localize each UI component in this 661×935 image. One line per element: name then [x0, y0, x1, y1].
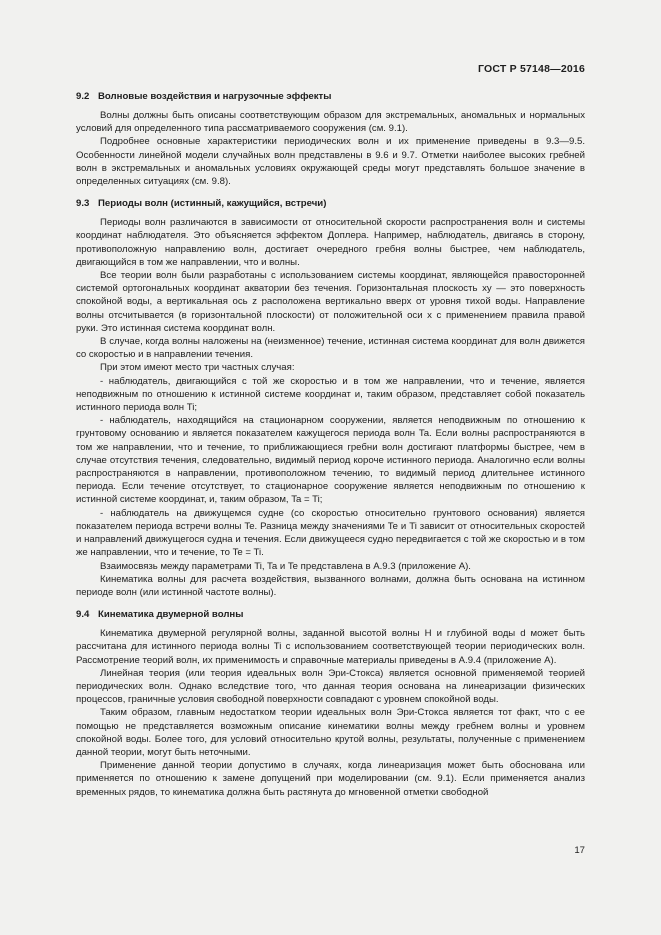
- paragraph: Все теории волн были разработаны с использованием системы координат, являющейся правосторонней системой ортогональных координат акватории без течения. Горизонтальная плоскость xy — это поверхность спокойной воды, а вертикальная ось z расположена вертикально вверх от уровня тихой воды. Направление волны отсчитывается (в горизонтальной плоскости) от положительной оси x с применением правила правой руки. Это истинная система координат волн.: [76, 270, 585, 334]
- paragraph: Кинематика волны для расчета воздействия, вызванного волнами, должна быть основана на истинном периоде волн (или истинной частоте волны).: [76, 573, 585, 598]
- list-item: - наблюдатель на движущемся судне (со скоростью относительно грунтового основания) является показателем периода встречи волны Te. Разница между значениями Te и Ti зависит от относительных скоростей и направлений движущегося судна и течения. Если движущееся судно передвигается с той же скоростью и в том же направлении, что и течение, то Te = Ti.: [76, 507, 585, 559]
- page-number: 17: [574, 845, 585, 856]
- document-header: ГОСТ Р 57148—2016: [477, 63, 585, 75]
- paragraph: Применение данной теории допустимо в случаях, когда линеаризация может быть обоснована или применяется по отношению к замене допущений при моделировании (см. 9.1). Если применяется анализ временных рядов, то кинематика должна быть растянута до мгновенной отметки свободной: [76, 760, 585, 798]
- paragraph: Линейная теория (или теория идеальных волн Эри-Стокса) является основной применяемой теорией периодических волн. Однако вследствие того, что данная теория основана на линеаризации физических процессов, граничные условия свободной поверхности совпадают с уровнем спокойной воды.: [76, 667, 585, 706]
- section-title: Волновые воздействия и нагрузочные эффекты: [98, 91, 332, 102]
- section-title: Периоды волн (истинный, кажущийся, встречи): [98, 198, 327, 210]
- paragraph: Подробнее основные характеристики периодических волн и их применение приведены в 9.3—9.5. Особенности линейной модели случайных волн представлены в 9.6 и 9.7. Отметки наиболее высоких гребней волн в экстремальных и аномальных условиях окружающей среды могут представлять большое значение в определенных ситуациях (см. 9.8).: [76, 136, 585, 188]
- section-heading: [76, 90, 585, 103]
- section-number: 9.2: [76, 91, 90, 102]
- section-number: 9.4: [76, 609, 90, 621]
- paragraph: Взаимосвязь между параметрами Ti, Ta и Te представлена в А.9.3 (приложение А).: [100, 560, 471, 572]
- section-9-2: [76, 90, 585, 188]
- section-heading: [76, 197, 585, 210]
- paragraph: Волны должны быть описаны соответствующим образом для экстремальных, аномальных и нормальных условий для определенного типа рассматриваемого сооружения (см. 9.1).: [76, 110, 585, 135]
- section-title: Кинематика двумерной волны: [98, 609, 244, 621]
- list-item: - наблюдатель, двигающийся с той же скоростью и в том же направлении, что и течение, является неподвижным по отношению к истинной системе координат и, таким образом, представляет собой показатель истинного периода волн Ti;: [76, 375, 585, 414]
- section-heading: [76, 608, 585, 621]
- paragraph: Периоды волн различаются в зависимости от относительной скорости распространения волн и системы координат наблюдателя. Это объясняется эффектом Доплера. Например, наблюдатель, двигаясь в сторону, противоположную направлению волн, достигает очередного гребня волны быстрее, чем наблюдатель, двигающийся в том же направлении, что и волны.: [76, 217, 585, 268]
- list-item: - наблюдатель, находящийся на стационарном сооружении, является неподвижным по отношению к грунтовому основанию и является показателем кажущегося периода волн Ta. Если волны распространяются в том же направлении, что и течение, то приближающиеся гребни волн достигают платформы быстрее, чем в случае отсутствия течения, следовательно, видимый период короче истинного периода. Аналогично если волны распространяются в направлении, противоположном течению, то видимый период длительнее истинного периода. Если течение отсутствует, то стационарное сооружение является неподвижным по отношению к истинной системе координат, и, таким образом, Ta = Ti;: [76, 415, 585, 506]
- document-body: [76, 90, 585, 808]
- paragraph: Таким образом, главным недостатком теории идеальных волн Эри-Стокса является тот факт, что с ее помощью не представляется возможным описание кинематики волны между гребнем волны и уровнем спокойной воды. Более того, для условий относительно крутой волны, результаты, полученные с применением данной теории, могут быть неточными.: [76, 707, 585, 758]
- paragraph: В случае, когда волны наложены на (неизменное) течение, истинная система координат для волн движется со скоростью и в направлении течения.: [76, 336, 585, 361]
- section-9-4: [76, 608, 585, 799]
- paragraph: При этом имеют место три частных случая:: [100, 362, 295, 374]
- section-9-3: [76, 197, 585, 599]
- paragraph: Кинематика двумерной регулярной волны, заданной высотой волны H и глубиной воды d может быть рассчитана для истинного периода волны Ti с использованием соответствующей теории периодических волн. Рассмотрение теорий волн, их применимость и справочные материалы приведены в А.9.4 (приложение А).: [76, 628, 585, 666]
- section-number: 9.3: [76, 198, 90, 210]
